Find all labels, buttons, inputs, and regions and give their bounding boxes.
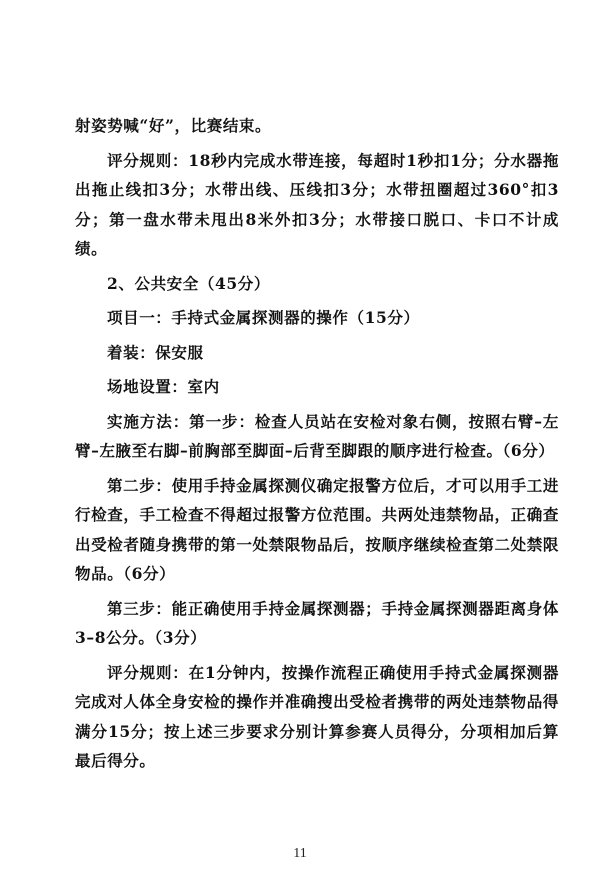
paragraph-step-three: 第三步：能正确使用手持金属探测器；手持金属探测器距离身体3–8公分。（3分） [75, 598, 559, 647]
item-heading-metal-detector: 项目一：手持式金属探测器的操作（15分） [107, 308, 420, 327]
paragraph-venue: 场地设置：室内 [107, 377, 220, 396]
paragraph-step-two: 第二步：使用手持金属探测仪确定报警方位后，才可以用手工进行检查，手工检查不得超过报警方位范围。共两处违禁物品，正确查出受检者随身携带的第一处禁限物品后，按顺序继续检查第二处禁限物品。（6分） [75, 475, 559, 583]
page-number: 11 [293, 846, 307, 861]
paragraph-continuation: 射姿势喊“好”，比赛结束。 [75, 116, 272, 135]
paragraph-attire: 着装：保安服 [107, 342, 204, 362]
paragraph-scoring-rules-metal-detector: 评分规则：在1分钟内，按操作流程正确使用手持式金属探测器完成对人体全身安检的操作并准确搜出受检者携带的两处违禁物品得满分15分；按上述三步要求分别计算参赛人员得分，分项相加后算最后得分。 [75, 662, 559, 770]
document-body [75, 111, 559, 781]
paragraph-step-one: 实施方法：第一步：检查人员站在安检对象右侧，按照右臂–左臂–左腋至右脚–前胸部至脚面–后背至脚跟的顺序进行检查。（6分） [75, 411, 559, 460]
paragraph-scoring-rules-water-hose: 评分规则：18秒内完成水带连接，每超时1秒扣1分；分水器拖出拖止线扣3分；水带出线、压线扣3分；水带扭圈超过360°扣3分；第一盘水带未甩出8米外扣3分；水带接口脱口、卡口不计成绩。 [75, 150, 559, 258]
section-heading-public-safety: 2、公共安全（45分） [107, 273, 270, 293]
